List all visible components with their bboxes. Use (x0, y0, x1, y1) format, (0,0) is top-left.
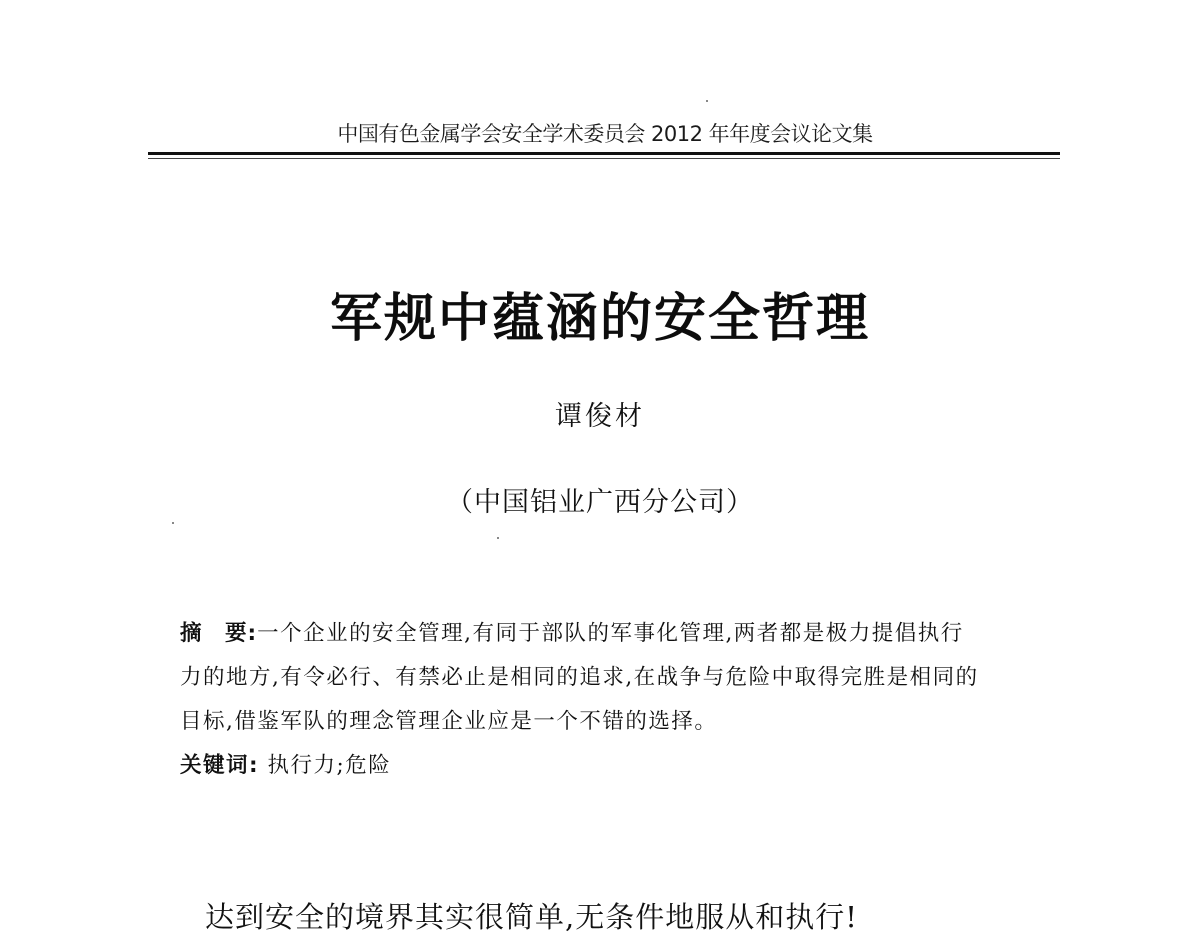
author-affiliation: （中国铝业广西分公司） (446, 487, 754, 518)
header-rule (148, 152, 1060, 155)
keywords (180, 744, 1040, 788)
abstract (180, 612, 1040, 744)
scan-speck (497, 537, 499, 539)
scan-speck (706, 100, 708, 102)
abstract-text: 一个企业的安全管理,有同于部队的军事化管理,两者都是极力提倡执行 (257, 621, 964, 646)
abstract-line-1 (180, 612, 1040, 656)
abstract-line-2: 力的地方,有令必行、有禁必止是相同的追求,在战争与危险中取得完胜是相同的 (180, 665, 979, 690)
scan-speck (172, 522, 174, 524)
running-header: 中国有色金属学会安全学术委员会 2012 年年度会议论文集 (337, 122, 873, 146)
abstract-line-3: 目标,借鉴军队的理念管理企业应是一个不错的选择。 (180, 709, 718, 734)
keywords-value: 执行力;危险 (267, 753, 392, 778)
keywords-label: 关键词: (180, 753, 260, 778)
body-first-line: 达到安全的境界其实很简单,无条件地服从和执行! (205, 900, 858, 934)
header-rule-thin (148, 158, 1060, 159)
abstract-label: 摘 要: (180, 621, 258, 646)
author-name: 谭俊材 (555, 401, 645, 432)
paper-title: 军规中蕴涵的安全哲理 (329, 289, 870, 349)
